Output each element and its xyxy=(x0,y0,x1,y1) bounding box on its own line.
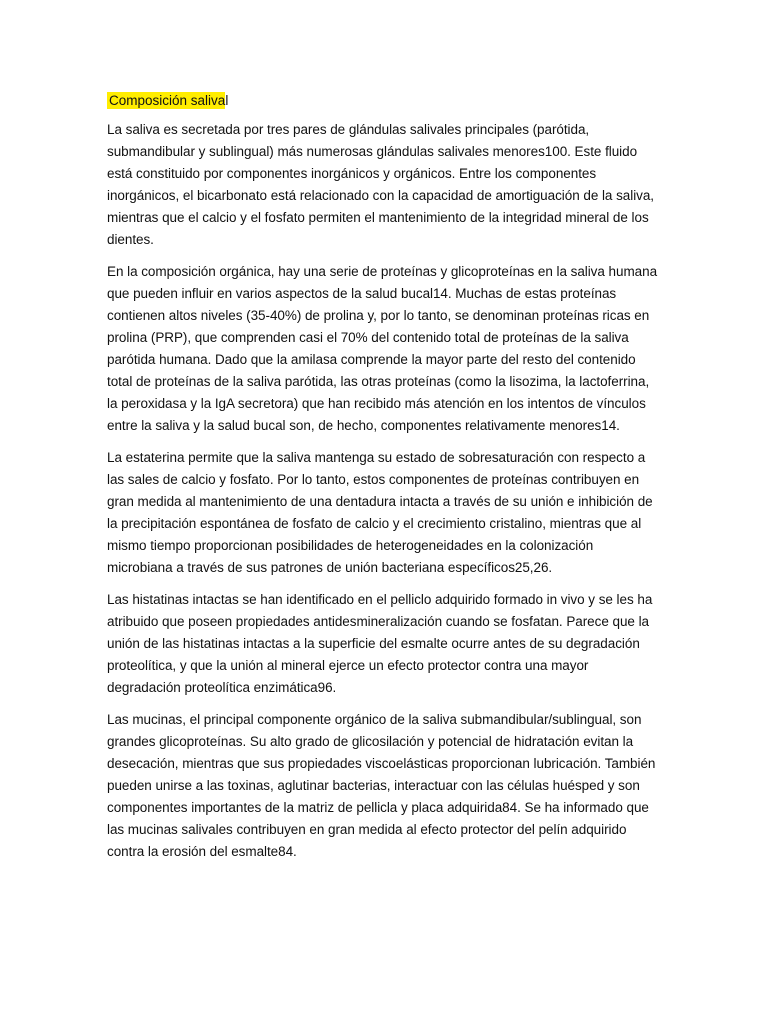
highlighted-heading-text: Composición saliva xyxy=(109,93,226,108)
document-page xyxy=(107,90,662,873)
paragraph-2: En la composición orgánica, hay una serie de proteínas y glicoproteínas en la saliva humana que pueden influir en varios aspectos de la salud bucal14. Muchas de estas proteínas contienen altos niveles (35-40%) de prolina y, por lo tanto, se denominan proteínas ricas en prolina (PRP), que comprenden casi el 70% del contenido total de proteínas de la saliva parótida humana. Dado que la amilasa comprende la mayor parte del resto del contenido total de proteínas de la saliva parótida, las otras proteínas (como la lisozima, la lactoferrina, la peroxidasa y la IgA secretora) que han recibido más atención en los intentos de vínculos entre la saliva y la salud bucal son, de hecho, componentes relativamente menores14. xyxy=(107,264,658,433)
paragraph-4: Las histatinas intactas se han identificado en el pelliclo adquirido formado in vivo y se les ha atribuido que poseen propiedades antidesmineralización cuando se fosfatan. Parece que la unión de las histatinas intactas a la superficie del esmalte ocurre antes de su degradación proteolítica, y que la unión al mineral ejerce un efecto protector contra una mayor degradación proteolítica enzimática96. xyxy=(107,592,653,695)
document-heading xyxy=(107,90,662,112)
paragraph-1: La saliva es secretada por tres pares de glándulas salivales principales (parótida, submandibular y sublingual) más numerosas glándulas salivales menores100. Este fluido está constituido por componentes inorgánicos y orgánicos. Entre los componentes inorgánicos, el bicarbonato está relacionado con la capacidad de amortiguación de la saliva, mientras que el calcio y el fosfato permiten el mantenimiento de la integridad mineral de los dientes. xyxy=(107,122,655,247)
heading-tail-text: l xyxy=(225,93,229,108)
paragraph-3: La estaterina permite que la saliva mantenga su estado de sobresaturación con respecto a las sales de calcio y fosfato. Por lo tanto, estos componentes de proteínas contribuyen en gran medida al mantenimiento de una dentadura intacta a través de su unión e inhibición de la precipitación espontánea de fosfato de calcio y el crecimiento cristalino, mientras que al mismo tiempo proporcionan posibilidades de heterogeneidades en la colonización microbiana a través de sus patrones de unión bacteriana específicos25,26. xyxy=(107,450,653,575)
paragraph-5: Las mucinas, el principal componente orgánico de la saliva submandibular/sublingual, son grandes glicoproteínas. Su alto grado de glicosilación y potencial de hidratación evitan la desecación, mientras que sus propiedades viscoelásticas proporcionan lubricación. También pueden unirse a las toxinas, aglutinar bacterias, interactuar con las células huésped y son componentes importantes de la matriz de pellicla y placa adquirida84. Se ha informado que las mucinas salivales contribuyen en gran medida al efecto protector del pelín adquirido contra la erosión del esmalte84. xyxy=(107,712,656,859)
